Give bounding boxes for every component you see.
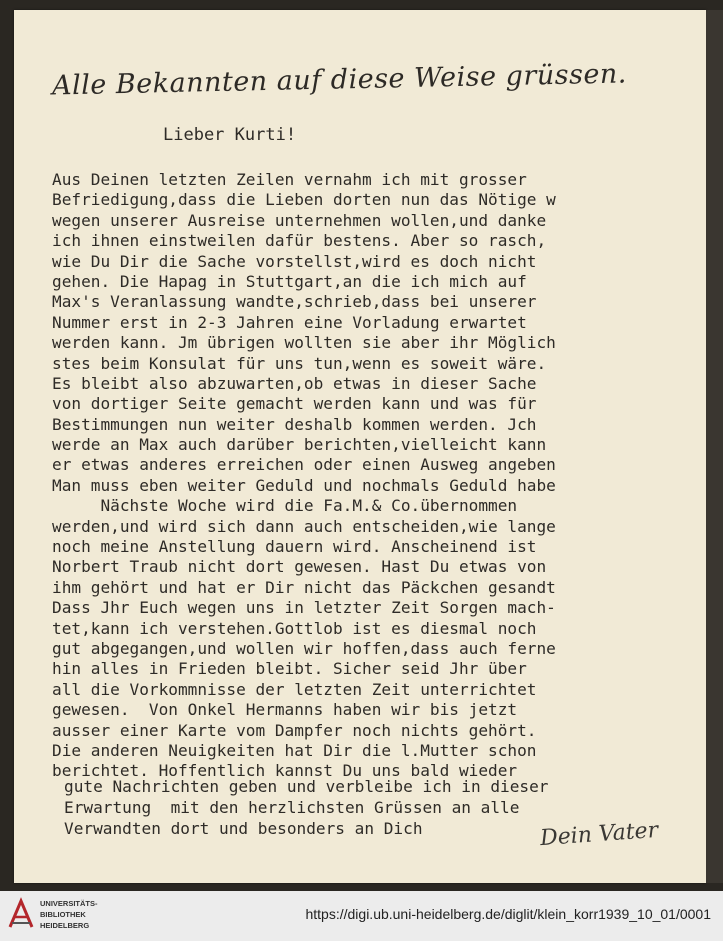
body-line: stes beim Konsulat für uns tun,wenn es soweit wäre.	[52, 353, 547, 373]
letter-closing	[64, 776, 548, 839]
body-line: hin alles in Frieden bleibt. Sicher seid Jhr über	[52, 659, 527, 679]
body-line: gut abgegangen,und wollen wir hoffen,dass auch ferne	[52, 638, 556, 658]
handwritten-note: Alle Bekannten auf diese Weise grüssen.	[51, 58, 628, 102]
body-line: Norbert Traub nicht dort gewesen. Hast Du etwas von	[52, 557, 547, 577]
signature: Dein Vater	[539, 817, 659, 852]
body-line: Max's Veranlassung wandte,schrieb,dass bei unserer	[52, 292, 537, 312]
body-line: tet,kann ich verstehen.Gottlob ist es diesmal noch	[52, 618, 537, 638]
letter-greeting: Lieber Kurti!	[163, 125, 297, 145]
body-line: Dass Jhr Euch wegen uns in letzter Zeit Sorgen mach-	[52, 598, 556, 618]
body-line: Man muss eben weiter Geduld und nochmals Geduld habe	[52, 475, 556, 495]
closing-line: Erwartung mit den herzlichsten Grüssen an alle	[64, 798, 520, 817]
closing-line: gute Nachrichten geben und verbleibe ich in dieser	[64, 777, 549, 796]
body-line: Bestimmungen nun weiter deshalb kommen werden. Jch	[52, 414, 537, 434]
body-line: gewesen. Von Onkel Hermanns haben wir bis jetzt	[52, 700, 518, 720]
body-line: berichtet. Hoffentlich kannst Du uns bald wieder	[52, 761, 518, 781]
body-line: Befriedigung,dass die Lieben dorten nun das Nötige w	[52, 190, 556, 210]
body-line: Nummer erst in 2-3 Jahren eine Vorladung erwartet	[52, 312, 527, 332]
body-line: wie Du Dir die Sache vorstellst,wird es doch nicht	[52, 251, 537, 271]
letter-body	[52, 170, 702, 782]
university-logo-icon	[7, 897, 35, 931]
body-line: Nächste Woche wird die Fa.M.& Co.übernommen	[52, 496, 518, 516]
body-line: von dortiger Seite gemacht werden kann und was für	[52, 394, 537, 414]
body-line: werden kann. Jm übrigen wollten sie aber ihr Möglich	[52, 333, 556, 353]
body-line: Aus Deinen letzten Zeilen vernahm ich mit grosser	[52, 170, 527, 189]
body-line: Die anderen Neuigkeiten hat Dir die l.Mutter schon	[52, 740, 537, 760]
scan-edge	[706, 10, 723, 883]
permalink-url[interactable]: https://digi.ub.uni-heidelberg.de/diglit/klein_korr1939_10_01/0001	[305, 906, 711, 922]
body-line: werden,und wird sich dann auch entscheiden,wie lange	[52, 516, 556, 536]
body-line: noch meine Anstellung dauern wird. Anscheinend ist	[52, 537, 537, 557]
body-line: wegen unserer Ausreise unternehmen wollen,und danke	[52, 210, 547, 230]
body-line: gehen. Die Hapag in Stuttgart,an die ich mich auf	[52, 271, 527, 291]
closing-line: Verwandten dort und besonders an Dich	[64, 819, 423, 838]
viewer-footer	[0, 891, 723, 941]
body-line: ihm gehört und hat er Dir nicht das Päckchen gesandt	[52, 577, 556, 597]
body-line: Es bleibt also abzuwarten,ob etwas in dieser Sache	[52, 373, 537, 393]
body-line: all die Vorkommnisse der letzten Zeit unterrichtet	[52, 679, 537, 699]
body-line: werde an Max auch darüber berichten,vielleicht kann	[52, 435, 547, 455]
body-line: ich ihnen einstweilen dafür bestens. Aber so rasch,	[52, 231, 547, 251]
body-line: er etwas anderes erreichen oder einen Ausweg angeben	[52, 455, 556, 475]
library-name: UNIVERSITÄTS- BIBLIOTHEK HEIDELBERG	[40, 899, 98, 930]
body-line: ausser einer Karte vom Dampfer noch nichts gehört.	[52, 720, 537, 740]
